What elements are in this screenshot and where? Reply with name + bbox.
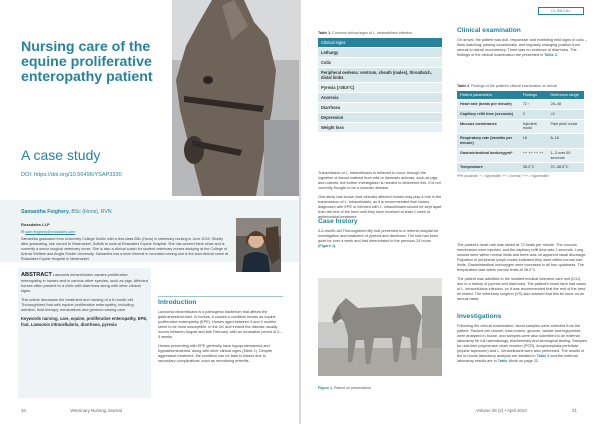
left-footer-journal: Veterinary Nursing Journal [70,408,122,413]
horse-head-photo [172,0,299,196]
table-2-cell: 1–3 over 60 seconds [547,148,584,163]
transmission-paragraph-1 [318,171,442,191]
case-history-section [318,218,442,253]
section-badge: CLINICAL [538,7,584,15]
table-2-row [457,163,584,172]
table-2-caption-text: Findings of the patient's clinical examination on arrival [471,84,557,88]
table-2-cell: Gastrointestinal borborygmi* [457,148,520,163]
figure-1-reference[interactable]: (Figure 1). [318,244,337,248]
clinical-examination-section [457,27,587,62]
table-2-cell: 8–16 [547,134,584,149]
table-2-label: Table 2. [457,84,471,88]
clinical-examination-text: On arrival, the patient was dull, responsive and exhibiting mild signs of colic – flank watching, pawing occasionally, and regularly changing position from sternal to lateral recumbency. There was no evidence of diarrhoea. The findings of the clinical examination are presented in [457,38,588,57]
table-2-cell: <2 [547,109,584,119]
introduction-paragraph-1 [158,310,283,340]
keywords-text: nursing, care, equine, proliferative enteropathy, EPE, foal, [21,316,148,327]
table-2-cell: Injected/ moist [520,119,548,134]
article-title: Nursing care of the equine proliferative enteropathy patient [21,39,153,85]
introduction-paragraph-2: Horses presenting with EPE generally have hypoproteinaemia and hypoalbuminaemia, along with other clinical signs (Table 1). Despite aggressive treatment, the condition can be fatal in horses due to secondary complications, such as necrotising enteritis. [158,344,272,363]
abstract-box [18,268,151,398]
author-photo [236,218,281,272]
case-history-paragraph [318,229,442,249]
keywords-tail: diarrhoea, pyrexia [80,321,117,327]
table-1-label: Table 1. [318,31,332,35]
table-1 [318,31,442,132]
abstract-paragraph-2: This article discusses the treatment and nursing of a 6-month-old Thoroughbred foal with equine proliferative enteropathy, including nutrition, fluid therapy, medications and general nursing care. [21,297,134,312]
page-gutter [299,0,301,424]
table-2-reference[interactable]: Table 2. [544,53,559,57]
table-1-rows [318,47,442,132]
table-1-caption-text: Common clinical signs of L. intracellularis infection [332,31,413,35]
table-2-footnote: *Per quadrant: + = hypomotile; ++ = normal; +++ = hypermotile [457,174,549,179]
table-1-row: Pyrexia (>38.5°C) [318,82,442,92]
table-1-row: Depression [318,112,442,122]
keywords-label: Keywords [21,316,42,321]
table-1-row: Weight loss [318,122,442,132]
right-page-number: 21 [572,408,577,413]
table-1-row: Peripheral oedema: ventrum, sheath (males), throatlatch, distal limbs [318,67,442,82]
intro-text-1: is a pathogenic bacterium that affects the gastrointestinal tract. In horses, it causes a condition known as equine proliferative enteropathy (EPE). Horses aged between 4 and 9 months seem to be most susceptible. In the UK and Ireland the disease usually occurs between August and late February, with an incubation period of 2–3 weeks. [158,310,282,339]
table-2-cell: Pale pink/ moist [547,119,584,134]
abstract-species: Lawsonia intracellularis [52,272,94,277]
table-2-cell: 72 ↑ [520,100,548,110]
table-1-row: Diarrhoea [318,102,442,112]
abstract-keywords [21,316,148,327]
table-2-body [457,100,584,173]
keywords-species: Lawsonia intracellularis, [30,321,80,327]
figure-1-caption [318,386,371,390]
intro-divider [158,296,283,297]
figure-1-label: Figure 1. [318,386,333,390]
author-credentials: BSc (Hons), RVN [71,209,112,215]
case-history-text: A 6-month-old Thoroughbred filly foal presented to a referral hospital for investigation and treatment of pyrexia and diarrhoea. The foal had been quiet for over a week and had deteriorated in the previous 24 hours [318,229,439,243]
table-4-reference[interactable]: Table 4 [497,359,511,363]
table-2-header-cell: Findings [520,91,548,100]
abstract-text-1: causes proliferative enteropathy in horses and in various other species, such as pigs. Affected horses often present to a clinic with diarrhoea along with other clinical signs. [21,272,148,293]
table-3-reference[interactable]: Table 3 [536,354,550,358]
email-icon: ✉ [21,230,26,234]
left-page-number: 20 [21,408,26,413]
table-1-row: Anorexia [318,92,442,102]
table-2-cell: 28–48 [547,100,584,110]
investigations-text: Following the clinical examination, blood samples were collected from the patient. Packed cell volume, total protein, glucose, lactate and triglyceride were analysed in-house, and samples were also submitted to an external laboratory for full haematology, biochemistry and serological testing. Samples for real-time polymerase chain reaction (PCR), Anoplocephala perfoliata (equine tapeworm) and L. intracellularis were also performed. The results of the in-house laboratory analysis are detailed in [457,324,587,358]
exam-findings-section [457,243,587,306]
investigations-text-tail: and the external laboratory results are in [457,354,578,363]
transmission-lead: Transmission of [318,171,345,175]
case-history-heading: Case history [318,218,358,225]
author-name-text: Samantha Feighery, [21,209,70,215]
investigations-paragraph [457,324,587,364]
table-2-caption [457,84,584,88]
table-1-row: Colic [318,57,442,67]
exam-findings-paragraph-1: The patient's heart rate was raised at 72 beats per minute. The mucous membranes were injected, and the capillary refill time was 2 seconds. Lung sounds were within normal limits and there was no apparent nasal discharge. Palpation of peripheral lymph nodes indicated they were within normal size limits. Gastrointestinal borborygmi were increased in all four quadrants. The temperature was within normal limits at 38.2°C. [457,243,587,272]
author-affiliation: Rossdales LLP [21,222,50,227]
introduction-heading: Introduction [158,299,197,306]
table-2-cell: 2 [520,109,548,119]
table-2-cell: ++ ++ ++ ++ [520,148,548,163]
table-2-header-cell: Reference range [547,91,584,100]
article-doi[interactable]: DOI: https://doi.org/10.56496/YSAP3330 [21,172,122,178]
table-2-cell: Respiratory rate (breaths per minute) [457,134,520,149]
table-2 [457,84,584,178]
table-2-grid [457,91,584,172]
investigations-text-end: both on page 22. [510,359,540,363]
clinical-examination-heading: Clinical examination [457,27,521,34]
right-footer-volume: Volume 39 (2) • April 2024 [476,408,527,413]
investigations-section [457,313,587,368]
table-2-header-row [457,91,584,100]
table-2-row [457,148,584,163]
transmission-paragraph-2: One study has shown that clinically affected horses may play a role in the transmission of L. intracellularis, as it is recommended that horses diagnosed with EPE or infected with L. intracellularis should be kept apart from the rest of the herd until they have received at least 1 week of antimicrobial treatment. [318,195,442,219]
table-1-row: Lethargy [318,47,442,57]
table-2-row [457,134,584,149]
transmission-text-1: is believed to occur through the ingestion of faecal material from wild or domestic animals, such as pigs and rodents, but further investigation is needed to determine this. It is not currently thought to be a zoonotic disease. [318,171,441,190]
table-2-row [457,109,584,119]
table-2-cell: 16 [520,134,548,149]
table-2-cell: Capillary refill time (seconds) [457,109,520,119]
investigations-heading: Investigations [457,313,502,320]
table-2-cell: 38.2°C [520,163,548,172]
author-bio: Samantha graduated from University College Dublin with a first-class BSc (Hons) in veterinary nursing in June 2015. Shortly after graduating, she moved to Newmarket, Suffolk to work at Rossdales Equine Hospital. She has worked there since and is currently a senior surgical veterinary nurse. She is also a clinical coach for student veterinary nurses studying at the College of Animal Welfare and Anglia Ruskin University. Samantha has a keen interest in neonatal nursing and is the lead clinical nurse at Rossdales Equine Hospital in Newmarket. [21,237,229,261]
table-2-cell: Temperature [457,163,520,172]
figure-1-caption-text: Patient on presentation [333,386,371,390]
table-2-row [457,119,584,134]
intro-species: Lawsonia intracellularis [158,310,198,314]
abstract-heading: ABSTRACT [21,272,52,278]
author-email-text[interactable]: sam.feighery@rossdales.com [25,230,76,234]
table-1-caption [318,31,442,35]
transmission-species: L. intracellularis [345,171,373,175]
article-subtitle: A case study [21,147,101,163]
abstract-paragraph-1 [21,272,148,293]
table-2-cell: 37–38.5°C [547,163,584,172]
table-2-cell: Mucous membranes [457,119,520,134]
table-2-header-cell: Patient parameters [457,91,520,100]
table-1-header: Clinical signs [318,38,442,47]
table-2-cell: Heart rate (beats per minute) [457,100,520,110]
clinical-examination-paragraph [457,38,587,58]
transmission-section [318,171,442,224]
exam-findings-paragraph-2: The patient was admitted to the isolated medical intensive care unit (ICU), due to a history of pyrexia and diarrhoea. The patient's home farm had cases of L. intracellularis infection, so it was recommended that the rest of the herd be tested. The veterinary surgeon (VS) also advised that this be done on an annual basis. [457,277,587,301]
author-name [21,209,112,215]
author-email-link[interactable] [21,229,75,234]
introduction-section [158,299,283,368]
table-2-row [457,100,584,110]
figure-1-photo [318,278,442,376]
